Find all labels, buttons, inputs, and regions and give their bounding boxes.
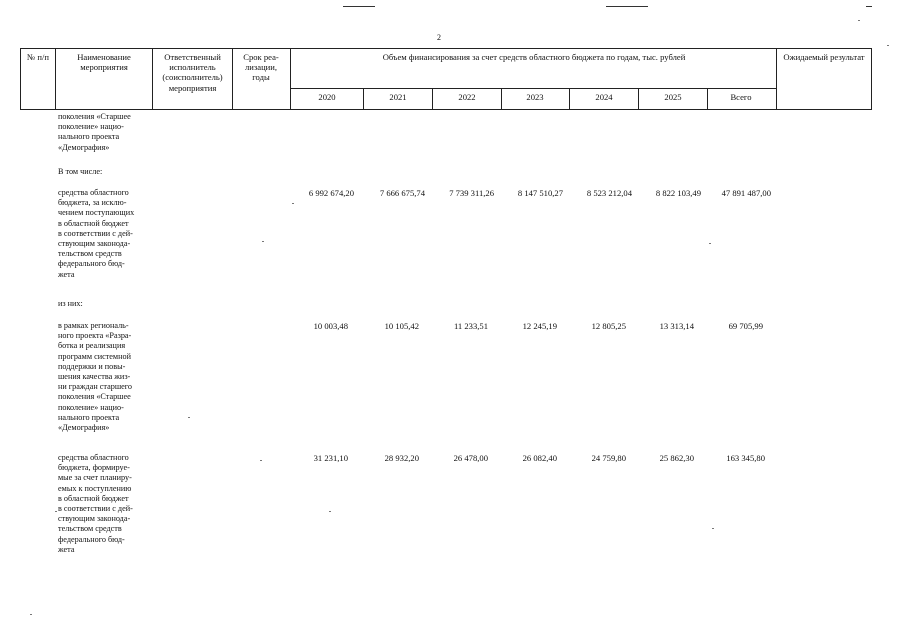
header-col-term: Срок реа-лизации, годы (243, 52, 279, 83)
scan-speck (858, 20, 860, 21)
value-cell: 25 862,30 (659, 453, 694, 463)
value-cell: 69 705,99 (728, 321, 763, 331)
year-header: 2025 (664, 92, 682, 102)
value-cell: 10 003,48 (313, 321, 348, 331)
year-header: 2024 (595, 92, 613, 102)
year-header: 2020 (318, 92, 336, 102)
value-cell: 10 105,42 (384, 321, 419, 331)
year-header: 2023 (526, 92, 544, 102)
top-rule-right (606, 6, 648, 7)
value-cell: 8 822 103,49 (655, 188, 701, 198)
scan-speck (887, 45, 889, 46)
value-cell: 47 891 487,00 (721, 188, 771, 198)
value-cell: 28 932,20 (384, 453, 419, 463)
header-col-result: Ожидаемый результат (783, 52, 865, 62)
scan-speck (709, 243, 711, 244)
header-col-responsible: Ответственный исполнитель (соисполнитель) мероприятия (162, 52, 223, 93)
row-description: средства областного бюджета, за исклю- чением поступающих в областной бюджет в соответствии с дей- ствующим законода- тельством средств федерального бюд- жета (58, 188, 135, 279)
scan-speck (292, 203, 294, 204)
scan-speck (712, 528, 714, 529)
scan-speck (55, 511, 57, 512)
row-description: поколения «Старшее поколение» нацио- нального проекта «Демография» (58, 112, 131, 152)
value-cell: 6 992 674,20 (308, 188, 354, 198)
row-label-including: В том числе: (58, 167, 103, 176)
scan-speck (260, 460, 262, 461)
row-description: в рамках региональ- ного проекта «Разра- ботка и реализация программ системной поддержки и повы- шения качества жиз- ни граждан старшего поколения «Старшее поколение» нацио- нального проекта «Демография» (58, 321, 133, 433)
value-cell: 7 739 311,26 (449, 188, 494, 198)
value-cell: 8 147 510,27 (517, 188, 563, 198)
value-cell: 163 345,80 (726, 453, 765, 463)
value-cell: 31 231,10 (313, 453, 348, 463)
header-col-name: Наименование мероприятия (77, 52, 131, 73)
row-label-of-which: из них: (58, 299, 83, 308)
value-cell: 11 233,51 (453, 321, 488, 331)
year-header: 2022 (458, 92, 476, 102)
value-cell: 13 313,14 (659, 321, 694, 331)
year-header: Всего (730, 92, 752, 102)
value-cell: 12 245,19 (522, 321, 557, 331)
value-cell: 24 759,80 (591, 453, 626, 463)
value-cell: 12 805,25 (591, 321, 626, 331)
scan-speck (30, 614, 32, 615)
year-header: 2021 (389, 92, 407, 102)
value-cell: 7 666 675,74 (379, 188, 425, 198)
scan-speck (188, 417, 190, 418)
page-number: 2 (437, 33, 441, 42)
header-col-number: № п/п (27, 52, 49, 62)
scan-speck (262, 241, 264, 242)
header-col-funding: Объем финансирования за счет средств областного бюджета по годам, тыс. рублей (382, 52, 686, 62)
value-cell: 8 523 212,04 (586, 188, 632, 198)
top-rule-mark (866, 6, 872, 7)
row-description: средства областного бюджета, формируе- мые за счет планиру- емых к поступлению в областной бюджет в соответствии с дей- ствующим законода- тельством средств федерального бюд- жета (58, 453, 133, 554)
top-rule-left (343, 6, 375, 7)
scan-speck (329, 511, 331, 512)
value-cell: 26 478,00 (453, 453, 488, 463)
value-cell: 26 082,40 (522, 453, 557, 463)
